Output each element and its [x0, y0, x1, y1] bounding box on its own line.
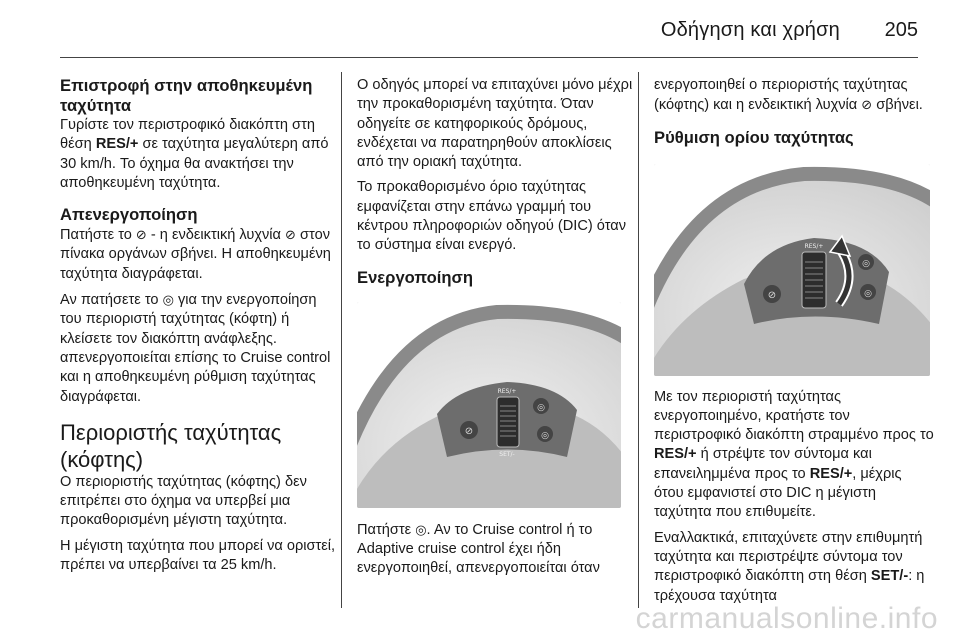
svg-text:◎: ◎ [862, 258, 870, 269]
cruise-lamp-icon: ⊘ [285, 227, 296, 243]
speed-limiter-lamp-icon: ⊘ [861, 97, 873, 113]
speed-limiter-icon: ◎ [415, 521, 427, 537]
text: ενεργοποιηθεί ο περιοριστής ταχύτητας (κόφτης) και η ενδεικτική λυχνία [654, 77, 908, 114]
rotary-switch-illustration [654, 164, 930, 376]
text: σε ταχύτητα μεγαλύτερη από 30 km/h. Το όχημα θα ανακτήσει την αποθηκευμένη ταχύτητα. [60, 136, 329, 191]
steering-wheel-illustration [357, 302, 621, 508]
paragraph: Ο οδηγός μπορεί να επιταχύνει μόνο μέχρι την προκαθορισμένη ταχύτητα. Όταν οδηγείτε σε κατηφορικούς δρόμους, ενδέχεται να παρατηρηθούν αποκλίσεις από την οριακή ταχύτητα. [357, 77, 633, 171]
text: Εναλλακτικά, επιταχύνετε στην επιθυμητή ταχύτητα και περιστρέψτε σύντομα τον περιστροφικό διακόπτη στη θέση [654, 529, 923, 585]
steering-wheel-controls-figure [357, 302, 621, 508]
heading-return-stored-speed: Επιστροφή στην αποθηκευμένη ταχύτητα [60, 76, 313, 115]
paragraph [357, 520, 635, 579]
paragraph [654, 76, 934, 116]
paragraph [654, 388, 934, 523]
column-1 [60, 76, 340, 575]
watermark: carmanualsonline.info [635, 602, 938, 635]
heading-set-speed-limit: Ρύθμιση ορίου ταχύτητας [654, 127, 854, 147]
text: Με τον περιοριστή ταχύτητας ενεργοποιημένο, κρατήστε τον περιστροφικό διακόπτη στραμμένο προς το [654, 388, 934, 444]
paragraph [60, 116, 340, 193]
column-divider [638, 72, 639, 608]
cruise-off-icon: ⊘ [135, 227, 147, 243]
svg-text:◎: ◎ [537, 402, 545, 413]
res-plus-label: RES/+ [804, 242, 824, 250]
steering-wheel-rotary-figure [654, 164, 930, 376]
text: στον πίνακα οργάνων σβήνει. Η αποθηκευμένη ταχύτητα διαγράφεται. [60, 227, 331, 282]
chapter-title: Οδήγηση και χρήση [660, 19, 840, 41]
svg-text:⊘: ⊘ [767, 289, 777, 301]
text: , μέχρις ότου εμφανιστεί στο DIC η μέγιστη ταχύτητα που επιθυμείτε. [654, 465, 902, 521]
heading-speed-limiter: Περιοριστής ταχύτητας (κόφτης) [60, 419, 282, 472]
text: - η ενδεικτική λυχνία [146, 227, 286, 244]
svg-text:◎: ◎ [541, 430, 549, 441]
text: . Αν το Cruise control ή το Adaptive cruise control έχει ήδη ενεργοποιηθεί, απενεργοποιείται όταν [357, 521, 600, 577]
paragraph: Το προκαθορισμένο όριο ταχύτητας εμφανίζεται στην επάνω γραμμή του κέντρου πληροφοριών οδηγού (DIC) όταν το σύστημα είναι ενεργό. [357, 179, 627, 254]
page-number: 205 [884, 19, 918, 41]
text: Πατήστε [357, 521, 416, 538]
heading-activation: Ενεργοποίηση [357, 267, 473, 287]
text: Πατήστε το [60, 227, 136, 244]
res-plus-label: RES/+ [497, 387, 517, 395]
svg-text:◎: ◎ [864, 288, 872, 299]
paragraph [60, 225, 340, 284]
column-divider [341, 72, 342, 608]
paragraph [654, 529, 934, 606]
paragraph: Ο περιοριστής ταχύτητας (κόφτης) δεν επιτρέπει στο όχημα να υπερβεί μια προκαθορισμένη μέγιστη ταχύτητα. [60, 473, 307, 529]
text: Γυρίστε τον περιστροφικό διακόπτη στη θέση [60, 117, 315, 153]
set-minus-label: SET/- [499, 450, 515, 458]
svg-text:⊘: ⊘ [464, 425, 474, 437]
bold-text: RES/+ [654, 446, 697, 463]
header-divider [60, 57, 918, 58]
text: ή στρέψτε τον σύντομα και επανειλημμένα προς το [654, 446, 872, 482]
text: για την ενεργοποίηση του περιοριστή ταχύτητας (κόφτη) ή κλείσετε τον διακόπτη ανάφλεξης. απενεργοποιείται επίσης το Cruise control και η αποθηκευμένη ρύθμιση ταχύτητας διαγράφεται. [60, 292, 331, 405]
bold-text: RES/+ [809, 465, 853, 482]
column-2 [357, 76, 635, 579]
text: : η τρέχουσα ταχύτητα [654, 568, 925, 604]
text: Αν πατήσετε το [60, 292, 163, 309]
paragraph: Η μέγιστη ταχύτητα που μπορεί να οριστεί, πρέπει να υπερβαίνει τα 25 km/h. [60, 537, 336, 574]
page-header [0, 0, 960, 60]
text: σβήνει. [872, 97, 923, 114]
column-3 [654, 76, 934, 606]
speed-limiter-icon: ◎ [162, 292, 174, 308]
bold-text: SET/- [870, 568, 909, 585]
heading-deactivation: Απενεργοποίηση [60, 205, 198, 225]
bold-text: RES/+ [95, 136, 139, 153]
paragraph [60, 290, 340, 407]
